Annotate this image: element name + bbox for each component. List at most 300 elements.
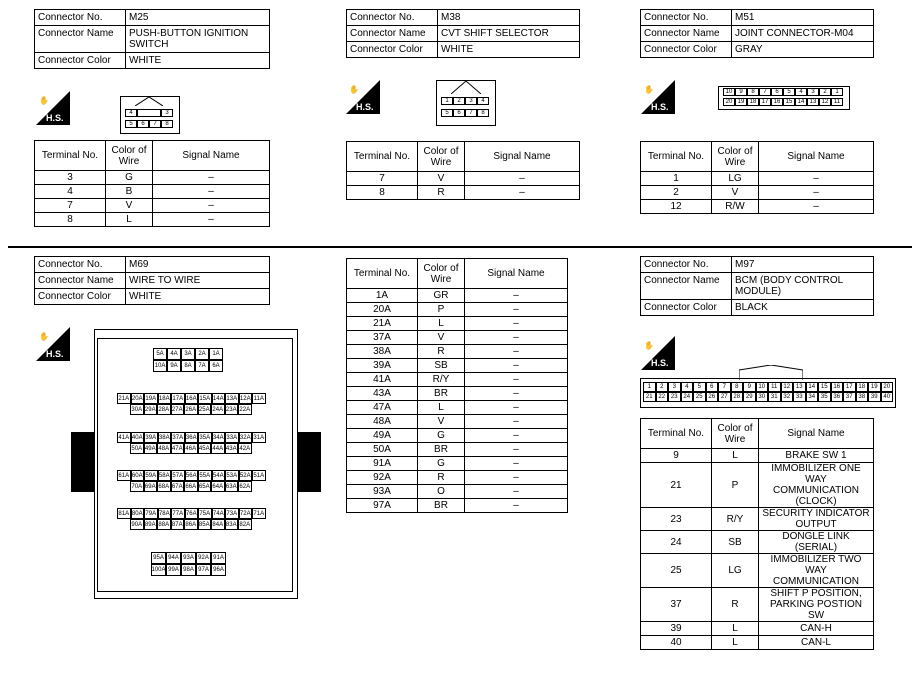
- m97-connector-face: [640, 378, 896, 408]
- connector-pin: 8: [477, 109, 489, 117]
- connector-pin: 57A: [171, 470, 185, 481]
- wire-color-cell: L: [712, 449, 759, 463]
- connector-pin: 60A: [131, 470, 145, 481]
- table-row: [347, 415, 568, 429]
- terminal-no-cell: 37A: [347, 331, 418, 345]
- table-row: [35, 171, 270, 185]
- connector-pin: 34: [806, 392, 819, 402]
- connector-pin: 90A: [130, 519, 144, 530]
- table-row: [641, 200, 874, 214]
- connector-pin: 4: [125, 109, 137, 117]
- m97-terminal-table: [640, 418, 874, 650]
- wire-color-cell: SB: [712, 531, 759, 554]
- connector-pin: 30A: [130, 404, 144, 415]
- connector-pin: 13: [793, 382, 806, 392]
- pin-group-2-top: [117, 393, 266, 404]
- table-row: [347, 471, 568, 485]
- connector-pin: 32: [781, 392, 794, 402]
- connector-pin: 78A: [158, 508, 172, 519]
- connector-pin: 49A: [144, 443, 158, 454]
- connector-pin: 32A: [239, 432, 253, 443]
- connector-pin: 31A: [252, 432, 266, 443]
- connector-pin: 2: [819, 88, 831, 96]
- connector-pin: 99A: [166, 564, 181, 576]
- connector-no-label: Connector No.: [35, 257, 126, 273]
- connector-key-icon: [739, 365, 803, 380]
- svg-text:✋: ✋: [349, 85, 359, 94]
- terminal-no-cell: 47A: [347, 401, 418, 415]
- terminal-no-cell: 3: [35, 171, 106, 185]
- connector-pin: 51A: [252, 470, 266, 481]
- terminal-no-cell: 41A: [347, 373, 418, 387]
- connector-latch-left: [71, 432, 95, 492]
- wire-color-cell: BR: [418, 443, 465, 457]
- signal-name-cell: –: [465, 485, 568, 499]
- connector-pin: 12: [819, 98, 831, 106]
- connector-pin: 15: [818, 382, 831, 392]
- connector-pin: 9A: [167, 360, 181, 372]
- terminal-no-cell: 1: [641, 172, 712, 186]
- header-color-of-wire: Color of Wire: [106, 141, 153, 171]
- connector-pin: 18: [747, 98, 759, 106]
- connector-pin: 9: [743, 382, 756, 392]
- connector-color-value: WHITE: [126, 53, 270, 69]
- m25-info-table: [34, 9, 270, 69]
- pin-group-3-top: [117, 432, 266, 443]
- signal-name-cell: –: [465, 443, 568, 457]
- connector-pin: 17: [759, 98, 771, 106]
- svg-text:H.S.: H.S.: [46, 349, 64, 359]
- connector-pin: 10: [723, 88, 735, 96]
- wire-color-cell: R/W: [712, 200, 759, 214]
- connector-latch-right: [297, 432, 321, 492]
- table-row: [347, 401, 568, 415]
- connector-pin: 25: [693, 392, 706, 402]
- connector-pin: 20: [881, 382, 894, 392]
- connector-pin: 2: [656, 382, 669, 392]
- wire-color-cell: P: [418, 303, 465, 317]
- connector-pin: 33: [793, 392, 806, 402]
- connector-pin: 8: [731, 382, 744, 392]
- wire-color-cell: P: [712, 463, 759, 508]
- connector-pin: 71A: [252, 508, 266, 519]
- connector-pin: 75A: [198, 508, 212, 519]
- terminal-no-cell: 8: [347, 186, 418, 200]
- connector-pin: 94A: [166, 552, 181, 564]
- connector-pin: 59A: [144, 470, 158, 481]
- wire-color-cell: BR: [418, 387, 465, 401]
- connector-pin: 76A: [185, 508, 199, 519]
- connector-color-label: Connector Color: [35, 289, 126, 305]
- connector-no-label: Connector No.: [641, 10, 732, 26]
- connector-pin: 43A: [225, 443, 239, 454]
- signal-name-cell: CAN-H: [759, 622, 874, 636]
- terminal-no-cell: 43A: [347, 387, 418, 401]
- connector-pin: 68A: [157, 481, 171, 492]
- connector-pin: 6A: [209, 360, 223, 372]
- connector-pin: 10A: [153, 360, 167, 372]
- wire-color-cell: B: [106, 185, 153, 199]
- wire-color-cell: SB: [418, 359, 465, 373]
- connector-pin: 14: [806, 382, 819, 392]
- harness-side-icon: [36, 91, 70, 125]
- connector-pin: 1: [441, 97, 453, 105]
- connector-pin: 9: [735, 88, 747, 96]
- signal-name-cell: –: [465, 345, 568, 359]
- svg-text:H.S.: H.S.: [46, 113, 64, 123]
- connector-name-value: CVT SHIFT SELECTOR: [438, 26, 580, 42]
- signal-name-cell: IMMOBILIZER ONE WAY COMMUNICATION (CLOCK): [759, 463, 874, 508]
- harness-side-icon: [36, 327, 70, 361]
- wire-color-cell: G: [106, 171, 153, 185]
- connector-pin: 62A: [238, 481, 252, 492]
- signal-name-cell: –: [153, 199, 270, 213]
- connector-no-label: Connector No.: [35, 10, 126, 26]
- connector-pin: 63A: [225, 481, 239, 492]
- connector-color-value: WHITE: [126, 289, 270, 305]
- connector-name-value: JOINT CONNECTOR-M04: [732, 26, 874, 42]
- connector-pin: 3: [161, 109, 173, 117]
- connector-color-value: GRAY: [732, 42, 874, 58]
- connector-pin: 22A: [238, 404, 252, 415]
- connector-name-label: Connector Name: [641, 273, 732, 300]
- connector-pin: 53A: [225, 470, 239, 481]
- connector-pin: 26: [706, 392, 719, 402]
- connector-pin: 16: [831, 382, 844, 392]
- terminal-no-cell: 25: [641, 554, 712, 588]
- m69-connector-face: [94, 329, 298, 599]
- connector-pin: 20A: [131, 393, 145, 404]
- wire-color-cell: GR: [418, 289, 465, 303]
- connector-pin: 31: [768, 392, 781, 402]
- header-signal-name: Signal Name: [465, 259, 568, 289]
- connector-pin: 81A: [117, 508, 131, 519]
- connector-pin: 30: [756, 392, 769, 402]
- signal-name-cell: –: [465, 499, 568, 513]
- table-row: [347, 485, 568, 499]
- terminal-no-cell: 20A: [347, 303, 418, 317]
- connector-color-label: Connector Color: [347, 42, 438, 58]
- connector-pin: 92A: [196, 552, 211, 564]
- connector-key-icon: [451, 80, 481, 94]
- terminal-no-cell: 40: [641, 636, 712, 650]
- connector-pin: 7: [149, 120, 161, 128]
- wire-color-cell: L: [106, 213, 153, 227]
- connector-pin: 3A: [181, 348, 195, 360]
- signal-name-cell: BRAKE SW 1: [759, 449, 874, 463]
- connector-pin: 26A: [184, 404, 198, 415]
- terminal-no-cell: 37: [641, 588, 712, 622]
- connector-pin: [137, 109, 161, 117]
- terminal-no-cell: 39A: [347, 359, 418, 373]
- connector-pin: 87A: [171, 519, 185, 530]
- connector-pin: 70A: [130, 481, 144, 492]
- header-color-of-wire: Color of Wire: [712, 419, 759, 449]
- svg-text:✋: ✋: [39, 332, 49, 341]
- pin-row-top: [643, 382, 893, 392]
- connector-pin: 29A: [144, 404, 158, 415]
- connector-pin: 29: [743, 392, 756, 402]
- table-row: [35, 213, 270, 227]
- wire-color-cell: LG: [712, 554, 759, 588]
- svg-text:✋: ✋: [644, 85, 654, 94]
- connector-pin: 37A: [171, 432, 185, 443]
- table-row: [641, 588, 874, 622]
- connector-no-value: M97: [732, 257, 874, 273]
- signal-name-cell: –: [465, 457, 568, 471]
- wire-color-cell: R/Y: [418, 373, 465, 387]
- connector-pin: 4: [795, 88, 807, 96]
- connector-pin: 35: [818, 392, 831, 402]
- wire-color-cell: R: [418, 471, 465, 485]
- connector-pin: 54A: [212, 470, 226, 481]
- table-row: [641, 508, 874, 531]
- wire-color-cell: R: [418, 345, 465, 359]
- connector-pin: 47A: [171, 443, 185, 454]
- signal-name-cell: SHIFT P POSITION, PARKING POSTION SW: [759, 588, 874, 622]
- connector-pin: 38: [856, 392, 869, 402]
- connector-name-label: Connector Name: [35, 26, 126, 53]
- connector-pin: 35A: [198, 432, 212, 443]
- header-signal-name: Signal Name: [759, 419, 874, 449]
- connector-name-label: Connector Name: [641, 26, 732, 42]
- m69-terminal-table: [346, 258, 568, 513]
- connector-pin: 24: [681, 392, 694, 402]
- wire-color-cell: G: [418, 457, 465, 471]
- connector-pin: 14: [795, 98, 807, 106]
- connector-pin: 5A: [153, 348, 167, 360]
- connector-pin: 18A: [158, 393, 172, 404]
- table-row: [347, 317, 568, 331]
- connector-pin: 19A: [144, 393, 158, 404]
- connector-pin: 19: [868, 382, 881, 392]
- connector-pin: 23A: [225, 404, 239, 415]
- table-row: [347, 359, 568, 373]
- connector-pin: 2: [453, 97, 465, 105]
- connector-color-label: Connector Color: [641, 300, 732, 316]
- svg-text:✋: ✋: [39, 96, 49, 105]
- m25-connector-face: [120, 96, 180, 134]
- connector-pin: 65A: [198, 481, 212, 492]
- terminal-no-cell: 24: [641, 531, 712, 554]
- table-row: [347, 499, 568, 513]
- connector-pin: 52A: [239, 470, 253, 481]
- connector-pin: 56A: [185, 470, 199, 481]
- table-row: [347, 172, 580, 186]
- connector-pin: 5: [441, 109, 453, 117]
- signal-name-cell: –: [465, 331, 568, 345]
- connector-pin: 13: [807, 98, 819, 106]
- connector-pin: 36: [831, 392, 844, 402]
- terminal-no-cell: 1A: [347, 289, 418, 303]
- connector-pin: 6: [453, 109, 465, 117]
- signal-name-cell: –: [465, 303, 568, 317]
- wire-color-cell: O: [418, 485, 465, 499]
- connector-pin: 64A: [211, 481, 225, 492]
- signal-name-cell: –: [465, 415, 568, 429]
- terminal-no-cell: 7: [35, 199, 106, 213]
- connector-no-label: Connector No.: [641, 257, 732, 273]
- harness-side-icon: [346, 80, 380, 114]
- header-terminal-no: Terminal No.: [641, 142, 712, 172]
- terminal-no-cell: 93A: [347, 485, 418, 499]
- header-signal-name: Signal Name: [759, 142, 874, 172]
- connector-pin: 2A: [195, 348, 209, 360]
- connector-pin: 6: [706, 382, 719, 392]
- connector-pin: 69A: [144, 481, 158, 492]
- connector-pin: 100A: [151, 564, 166, 576]
- signal-name-cell: –: [153, 213, 270, 227]
- m51-terminal-table: [640, 141, 874, 214]
- signal-name-cell: CAN-L: [759, 636, 874, 650]
- connector-no-value: M38: [438, 10, 580, 26]
- connector-pin: 20: [723, 98, 735, 106]
- wire-color-cell: G: [418, 429, 465, 443]
- table-row: [347, 457, 568, 471]
- table-row: [641, 449, 874, 463]
- connector-name-value: BCM (BODY CONTROL MODULE): [732, 273, 874, 300]
- connector-pin: 3: [807, 88, 819, 96]
- terminal-no-cell: 21: [641, 463, 712, 508]
- signal-name-cell: –: [465, 429, 568, 443]
- signal-name-cell: –: [465, 387, 568, 401]
- connector-pin: 3: [465, 97, 477, 105]
- connector-pin: 67A: [171, 481, 185, 492]
- connector-pin: 5: [693, 382, 706, 392]
- connector-pin: 89A: [144, 519, 158, 530]
- connector-pin: 84A: [211, 519, 225, 530]
- signal-name-cell: IMMOBILIZER TWO WAY COMMUNICATION: [759, 554, 874, 588]
- connector-pin: 24A: [211, 404, 225, 415]
- terminal-no-cell: 21A: [347, 317, 418, 331]
- wire-color-cell: V: [418, 331, 465, 345]
- signal-name-cell: –: [759, 172, 874, 186]
- connector-pin: 15: [783, 98, 795, 106]
- connector-pin: 6: [137, 120, 149, 128]
- connector-pin: 91A: [211, 552, 226, 564]
- terminal-no-cell: 97A: [347, 499, 418, 513]
- connector-no-value: M25: [126, 10, 270, 26]
- pin-row-top: [441, 97, 489, 105]
- connector-pin: 61A: [117, 470, 131, 481]
- terminal-no-cell: 4: [35, 185, 106, 199]
- signal-name-cell: –: [465, 373, 568, 387]
- table-row: [35, 185, 270, 199]
- connector-pin: 3: [668, 382, 681, 392]
- signal-name-cell: –: [465, 186, 580, 200]
- header-terminal-no: Terminal No.: [35, 141, 106, 171]
- connector-pin: 42A: [238, 443, 252, 454]
- connector-pin: 83A: [225, 519, 239, 530]
- connector-pin: 8A: [181, 360, 195, 372]
- m25-terminal-table: [34, 140, 270, 227]
- pin-row-top: [125, 109, 173, 117]
- connector-pin: 15A: [198, 393, 212, 404]
- connector-pin: 77A: [171, 508, 185, 519]
- connector-pin: 10: [756, 382, 769, 392]
- signal-name-cell: –: [465, 289, 568, 303]
- m69-info-table: [34, 256, 270, 305]
- connector-pin: 58A: [158, 470, 172, 481]
- connector-pin: 7A: [195, 360, 209, 372]
- connector-pin: 6: [771, 88, 783, 96]
- connector-pin: 96A: [211, 564, 226, 576]
- m51-info-table: [640, 9, 874, 58]
- pin-row-bottom: [441, 109, 489, 117]
- terminal-no-cell: 12: [641, 200, 712, 214]
- table-row: [641, 554, 874, 588]
- connector-pin: 40A: [131, 432, 145, 443]
- signal-name-cell: –: [465, 401, 568, 415]
- table-row: [641, 463, 874, 508]
- pin-group-5-top: [117, 508, 266, 519]
- wire-color-cell: BR: [418, 499, 465, 513]
- svg-text:H.S.: H.S.: [356, 102, 374, 112]
- connector-pin: 1: [643, 382, 656, 392]
- connector-pin: 55A: [198, 470, 212, 481]
- terminal-no-cell: 8: [35, 213, 106, 227]
- signal-name-cell: –: [759, 186, 874, 200]
- pin-group-6-bottom: [151, 564, 226, 576]
- signal-name-cell: SECURITY INDICATOR OUTPUT: [759, 508, 874, 531]
- table-row: [641, 636, 874, 650]
- table-row: [641, 172, 874, 186]
- pin-row-bottom: [125, 120, 173, 128]
- m38-terminal-table: [346, 141, 580, 200]
- connector-name-value: PUSH-BUTTON IGNITION SWITCH: [126, 26, 270, 53]
- connector-no-label: Connector No.: [347, 10, 438, 26]
- signal-name-cell: –: [465, 172, 580, 186]
- signal-name-cell: –: [465, 471, 568, 485]
- header-terminal-no: Terminal No.: [347, 142, 418, 172]
- header-signal-name: Signal Name: [465, 142, 580, 172]
- connector-color-label: Connector Color: [35, 53, 126, 69]
- svg-text:H.S.: H.S.: [651, 358, 669, 368]
- table-row: [347, 331, 568, 345]
- connector-color-label: Connector Color: [641, 42, 732, 58]
- table-row: [347, 345, 568, 359]
- pin-group-2-bottom: [130, 404, 252, 415]
- connector-pin: 21: [643, 392, 656, 402]
- connector-pin: 1: [831, 88, 843, 96]
- header-terminal-no: Terminal No.: [641, 419, 712, 449]
- table-row: [347, 387, 568, 401]
- m38-connector-face: [436, 80, 496, 126]
- connector-pin: 7: [465, 109, 477, 117]
- connector-pin: 74A: [212, 508, 226, 519]
- wire-color-cell: LG: [712, 172, 759, 186]
- connector-pin: 1A: [209, 348, 223, 360]
- header-signal-name: Signal Name: [153, 141, 270, 171]
- signal-name-cell: DONGLE LINK (SERIAL): [759, 531, 874, 554]
- connector-pin: 82A: [238, 519, 252, 530]
- table-row: [641, 531, 874, 554]
- wire-color-cell: L: [712, 636, 759, 650]
- pin-group-4-top: [117, 470, 266, 481]
- terminal-no-cell: 50A: [347, 443, 418, 457]
- connector-pin: 11: [768, 382, 781, 392]
- connector-pin: 46A: [184, 443, 198, 454]
- signal-name-cell: –: [153, 185, 270, 199]
- signal-name-cell: –: [465, 317, 568, 331]
- connector-pin: 37: [843, 392, 856, 402]
- table-row: [347, 429, 568, 443]
- connector-pin: 4: [681, 382, 694, 392]
- connector-pin: 40: [881, 392, 894, 402]
- svg-text:H.S.: H.S.: [651, 102, 669, 112]
- header-color-of-wire: Color of Wire: [418, 259, 465, 289]
- connector-pin: 38A: [158, 432, 172, 443]
